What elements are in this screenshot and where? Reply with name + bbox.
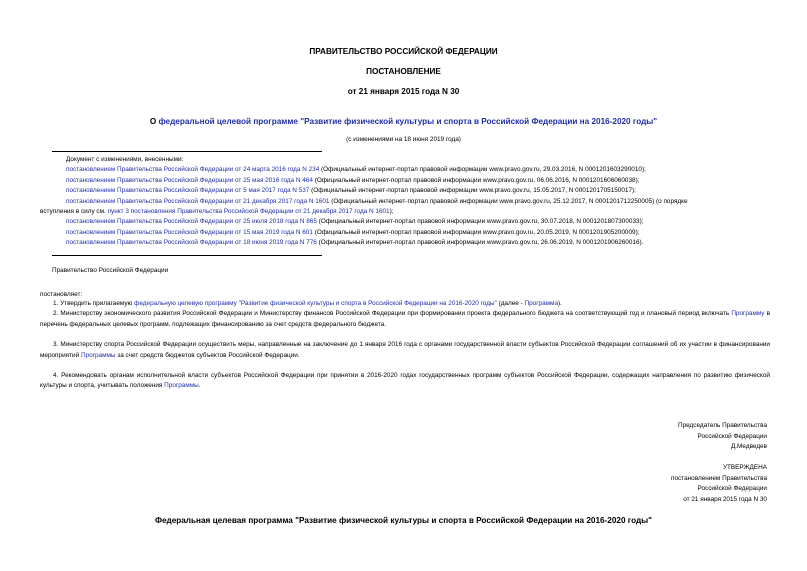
government-subject: Правительство Российской Федерации — [52, 267, 169, 274]
changes-intro: Документ с изменениями, внесенными: — [66, 156, 184, 163]
change-link[interactable]: постановлением Правительства Российской Федерации от 5 мая 2017 года N 537 — [66, 187, 310, 195]
change-item — [40, 197, 770, 207]
change-item — [40, 228, 770, 238]
item-4-text: 4. Рекомендовать органам исполнительной власти субъектов Российской Федерации при принятии в 2016-2020 годах государственных программ субъектов Российской Федерации, содержащих направления по развитию физической культуры и спорта, учитывать положения — [40, 372, 770, 390]
signature-title: Председатель Правительства — [678, 422, 767, 429]
change-text: (Официальный интернет-портал правовой информации www.pravo.gov.ru, 25.12.2017, N 0001201712250005) (о порядке — [329, 197, 688, 205]
change-link[interactable]: постановлением Правительства Российской Федерации от 24 марта 2016 года N 234 — [66, 166, 320, 174]
title-prefix: О — [149, 117, 159, 126]
continuation-prefix: вступления в силу см. — [40, 208, 108, 216]
item-3 — [40, 340, 770, 361]
item-2-text: 2. Министерству экономического развития Российской Федерации и Министерству финансов Российской Федерации при формировании проекта федерального бюджета на соответствующий год и плановый период включать — [53, 310, 732, 318]
date-number-heading: от 21 января 2015 года N 30 — [347, 87, 460, 96]
approval-block — [671, 463, 767, 505]
resolution-items — [40, 299, 770, 392]
continuation-link[interactable]: пункт 3 постановления Правительства Российской Федерации от 21 декабря 2017 года N 1601 — [107, 208, 390, 216]
item-4-text-b: . — [198, 382, 201, 390]
continuation-suffix: ); — [389, 208, 394, 216]
change-link[interactable]: постановлением Правительства Российской Федерации от 21 декабря 2017 года N 1601 — [66, 197, 330, 205]
doc-type-heading: ПОСТАНОВЛЕНИЕ — [366, 67, 441, 76]
change-text: (Официальный интернет-портал правовой информации www.pravo.gov.ru, 06.06.2016, N 0001201606060038); — [312, 176, 640, 184]
signature-name: Д.Медведев — [730, 443, 767, 450]
amendment-note: (с изменениями на 18 июня 2019 года) — [346, 136, 461, 143]
item-1-text: 1. Утвердить прилагаемую — [53, 300, 135, 307]
title-program-link[interactable]: федеральной целевой программе "Развитие физической культуры и спорта в Российской Федерации на 2016-2020 годы" — [158, 117, 658, 126]
item-1-text-b: (далее - — [496, 300, 525, 307]
document-title — [0, 116, 807, 127]
change-text: (Официальный интернет-портал правовой информации www.pravo.gov.ru, 15.05.2017, N 0001201705150017); — [309, 187, 636, 195]
program-link-2[interactable]: Программу — [731, 310, 765, 318]
change-link[interactable]: постановлением Правительства Российской Федерации от 25 мая 2016 года N 464 — [66, 176, 313, 184]
change-text: (Официальный интернет-портал правовой информации www.pravo.gov.ru, 29.03.2016, N 0001201603290010); — [319, 166, 646, 174]
change-text: (Официальный интернет-портал правовой информации www.pravo.gov.ru, 20.05.2019, N 0001201905200009); — [312, 228, 640, 236]
changes-block — [40, 155, 770, 249]
program-link-3[interactable]: Программы — [80, 351, 116, 359]
change-item — [40, 217, 770, 227]
item-1-text-c: ). — [558, 300, 562, 307]
change-item — [40, 238, 770, 248]
change-item — [40, 186, 770, 196]
government-heading: ПРАВИТЕЛЬСТВО РОССИЙСКОЙ ФЕДЕРАЦИИ — [309, 47, 498, 56]
approval-line: Российской Федерации — [697, 485, 767, 492]
change-link[interactable]: постановлением Правительства Российской Федерации от 15 мая 2019 года N 601 — [66, 228, 313, 236]
program-link-4[interactable]: Программы — [164, 382, 199, 390]
program-short-link[interactable]: Программа — [524, 300, 558, 307]
approval-heading: УТВЕРЖДЕНА — [722, 464, 767, 471]
signature-org: Российской Федерации — [697, 432, 767, 440]
item-4 — [40, 371, 770, 392]
approval-date: от 21 января 2015 года N 30 — [683, 495, 767, 503]
change-link[interactable]: постановлением Правительства Российской Федерации от 25 июля 2018 года N 865 — [66, 218, 317, 226]
changes-top-rule — [52, 151, 322, 152]
change-item-continuation — [40, 207, 770, 217]
changes-bottom-rule — [52, 255, 322, 256]
resolves-label: постановляет: — [40, 291, 83, 298]
change-link[interactable]: постановлением Правительства Российской Федерации от 18 июня 2019 года N 776 — [66, 239, 317, 247]
item-2-text-b: в перечень федеральных целевых программ, подлежащих финансированию за счет средств федерального бюджета. — [40, 310, 771, 328]
change-text: (Официальный интернет-портал правовой информации www.pravo.gov.ru, 30.07.2018, N 0001201807300033); — [316, 218, 644, 226]
item-3-text: 3. Министерству спорта Российской Федерации осуществить меры, направленные на заключение до 1 января 2016 года с органами государственной власти субъектов Российской Федерации соглашений об их участии в финансировании мероприятий — [40, 341, 770, 359]
change-item — [40, 176, 770, 186]
signature-block — [678, 421, 767, 453]
item-1 — [40, 299, 770, 309]
program-title: Федеральная целевая программа "Развитие физической культуры и спорта в Российской Федерации на 2016-2020 годы" — [154, 516, 653, 525]
item-3-text-b: за счет средств бюджетов субъектов Российской Федерации. — [115, 351, 300, 359]
change-item — [40, 165, 770, 175]
change-text: (Официальный интернет-портал правовой информации www.pravo.gov.ru, 26.06.2019, N 0001201906260016). — [316, 239, 644, 247]
program-link[interactable]: федеральную целевую программу "Развитие физической культуры и спорта в Российской Федерации на 2016-2020 годы" — [134, 300, 497, 307]
item-2 — [40, 309, 770, 330]
approval-line: постановлением Правительства — [671, 474, 767, 482]
